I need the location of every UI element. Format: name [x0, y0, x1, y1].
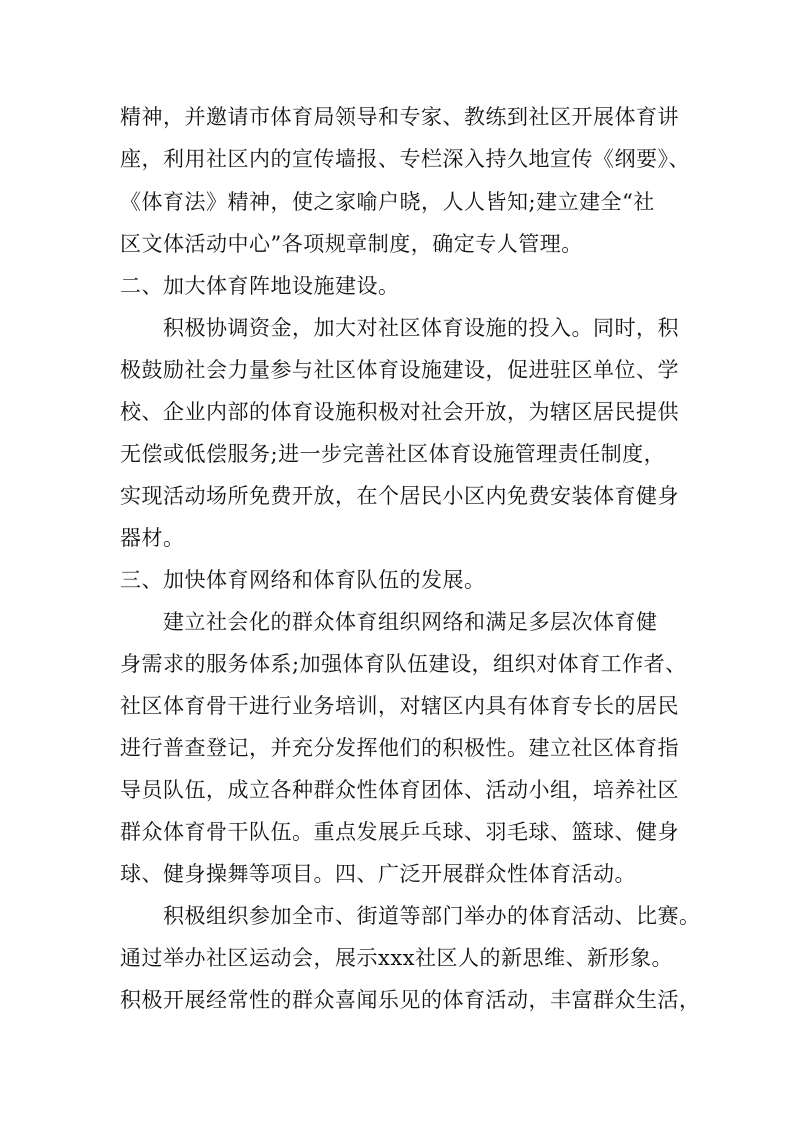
paragraph-first-line: 积极协调资金，加大对社区体育设施的投入。同时，积: [163, 316, 679, 340]
text-line: 座，利用社区内的宣传墙报、专栏深入持久地宣传《纲要》、: [120, 147, 690, 171]
text-line: 导员队伍，成立各种群众性体育团体、活动小组，培养社区: [120, 778, 679, 802]
paragraph-first-line: 建立社会化的群众体育组织网络和满足多层次体育健: [163, 610, 658, 634]
section-heading: 二、加大体育阵地设施建设。: [120, 274, 400, 298]
text-line: 校、企业内部的体育设施积极对社会开放，为辖区居民提供: [120, 400, 679, 424]
text-line: 社区体育骨干进行业务培训，对辖区内具有体育专长的居民: [120, 694, 679, 718]
text-line: 群众体育骨干队伍。重点发展乒乓球、羽毛球、篮球、健身: [120, 820, 679, 844]
text-line: 通过举办社区运动会，展示xxx社区人的新思维、新形象。: [120, 946, 674, 970]
text-line: 区文体活动中心”各项规章制度，确定专人管理。: [120, 232, 583, 256]
text-line: 无偿或低偿服务;进一步完善社区体育设施管理责任制度，: [120, 442, 666, 466]
paragraph-first-line: 积极组织参加全市、街道等部门举办的体育活动、比赛。: [163, 904, 701, 928]
text-line: 实现活动场所免费开放，在个居民小区内免费安装体育健身: [120, 484, 679, 508]
text-line: 精神，并邀请市体育局领导和专家、教练到社区开展体育讲: [120, 105, 679, 129]
text-line: 器材。: [120, 526, 185, 550]
text-line: 进行普查登记，并充分发挥他们的积极性。建立社区体育指: [120, 736, 679, 760]
text-line: 球、健身操舞等项目。四、广泛开展群众性体育活动。: [120, 862, 636, 886]
section-heading: 三、加快体育网络和体育队伍的发展。: [120, 568, 486, 592]
text-line: 极鼓励社会力量参与社区体育设施建设，促进驻区单位、学: [120, 358, 679, 382]
text-line: 积极开展经常性的群众喜闻乐见的体育活动，丰富群众生活，: [120, 988, 701, 1012]
text-line: 《体育法》精神，使之家喻户晓，人人皆知;建立建全“社: [120, 190, 655, 214]
text-line: 身需求的服务体系;加强体育队伍建设，组织对体育工作者、: [120, 652, 687, 676]
